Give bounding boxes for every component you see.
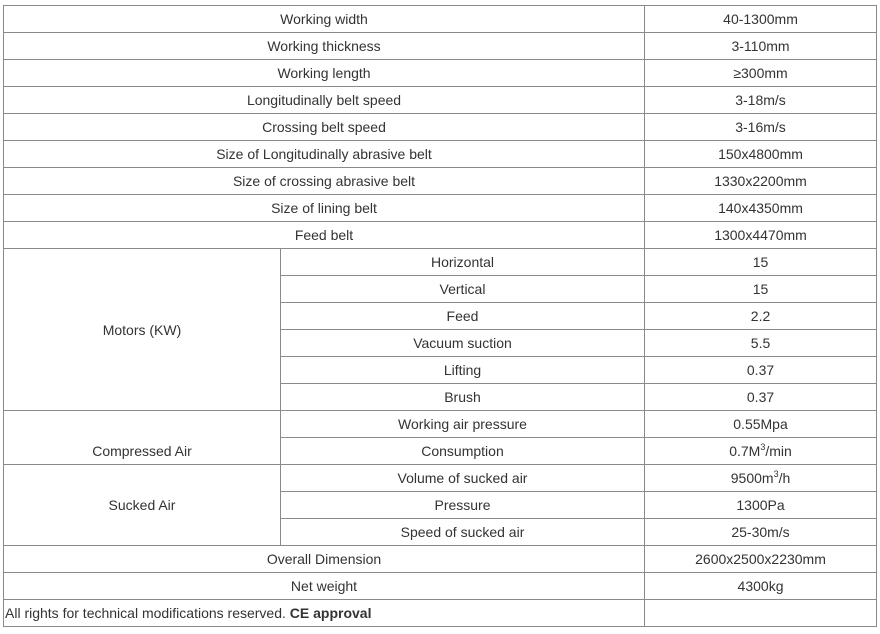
spec-label: Overall Dimension: [4, 546, 645, 573]
value-prefix: 0.7M: [729, 443, 761, 459]
spec-value: 25-30m/s: [645, 519, 877, 546]
value-superscript: 3: [760, 442, 766, 452]
spec-label: Working air pressure: [281, 411, 645, 438]
spec-value: 2600x2500x2230mm: [645, 546, 877, 573]
spec-value: 5.5: [645, 330, 877, 357]
spec-label: Volume of sucked air: [281, 465, 645, 492]
spec-value: 2.2: [645, 303, 877, 330]
table-row: [4, 546, 877, 573]
table-row: [4, 33, 877, 60]
group-label-motors: Motors (KW): [4, 249, 281, 411]
spec-label: Feed: [281, 303, 645, 330]
spec-value: 1300Pa: [645, 492, 877, 519]
footer-value: [645, 600, 877, 627]
spec-label: Net weight: [4, 573, 645, 600]
table-row: [4, 249, 877, 276]
spec-value: [645, 438, 877, 465]
spec-label: Horizontal: [281, 249, 645, 276]
table-row: [4, 6, 877, 33]
spec-value: 3-18m/s: [645, 87, 877, 114]
table-row: [4, 222, 877, 249]
spec-label: Working length: [4, 60, 645, 87]
spec-table: [3, 5, 877, 627]
footer-note: [4, 600, 645, 627]
spec-value: 1330x2200mm: [645, 168, 877, 195]
spec-label: Feed belt: [4, 222, 645, 249]
spec-value: 0.55Mpa: [645, 411, 877, 438]
spec-label: Pressure: [281, 492, 645, 519]
spec-label: Speed of sucked air: [281, 519, 645, 546]
table-row: [4, 168, 877, 195]
spec-label: Size of crossing abrasive belt: [4, 168, 645, 195]
spec-value: [645, 465, 877, 492]
spec-label: Size of Longitudinally abrasive belt: [4, 141, 645, 168]
footer-note-text: All rights for technical modifications reserved.: [5, 605, 290, 621]
spec-value: 1300x4470mm: [645, 222, 877, 249]
spec-label: Lifting: [281, 357, 645, 384]
table-row: [4, 114, 877, 141]
table-row: [4, 195, 877, 222]
spec-label: Vacuum suction: [281, 330, 645, 357]
spec-value: ≥300mm: [645, 60, 877, 87]
spec-label: Working thickness: [4, 33, 645, 60]
spec-value: 150x4800mm: [645, 141, 877, 168]
table-row: [4, 465, 877, 492]
spec-value: 3-16m/s: [645, 114, 877, 141]
table-row: [4, 600, 877, 627]
spec-value: 0.37: [645, 357, 877, 384]
spec-value: 40-1300mm: [645, 6, 877, 33]
spec-value: 140x4350mm: [645, 195, 877, 222]
group-label-sucked-air: Sucked Air: [4, 465, 281, 546]
spec-label: Longitudinally belt speed: [4, 87, 645, 114]
value-suffix: /h: [778, 470, 791, 486]
spec-label: Size of lining belt: [4, 195, 645, 222]
spec-value: 15: [645, 249, 877, 276]
spec-value: 4300kg: [645, 573, 877, 600]
spec-label: Crossing belt speed: [4, 114, 645, 141]
spec-label: Working width: [4, 6, 645, 33]
group-label-text: Compressed Air: [92, 443, 192, 459]
group-label-compressed-air: [4, 411, 281, 465]
spec-value: 3-110mm: [645, 33, 877, 60]
spec-value: 15: [645, 276, 877, 303]
spec-label: Consumption: [281, 438, 645, 465]
table-row: [4, 411, 877, 438]
spec-value: 0.37: [645, 384, 877, 411]
table-row: [4, 60, 877, 87]
table-row: [4, 87, 877, 114]
table-row: [4, 141, 877, 168]
value-prefix: 9500m: [730, 470, 774, 486]
spec-label: Brush: [281, 384, 645, 411]
table-row: [4, 573, 877, 600]
value-superscript: 3: [773, 469, 779, 479]
spec-label: Vertical: [281, 276, 645, 303]
value-suffix: /min: [765, 443, 792, 459]
ce-approval: CE approval: [289, 605, 372, 621]
